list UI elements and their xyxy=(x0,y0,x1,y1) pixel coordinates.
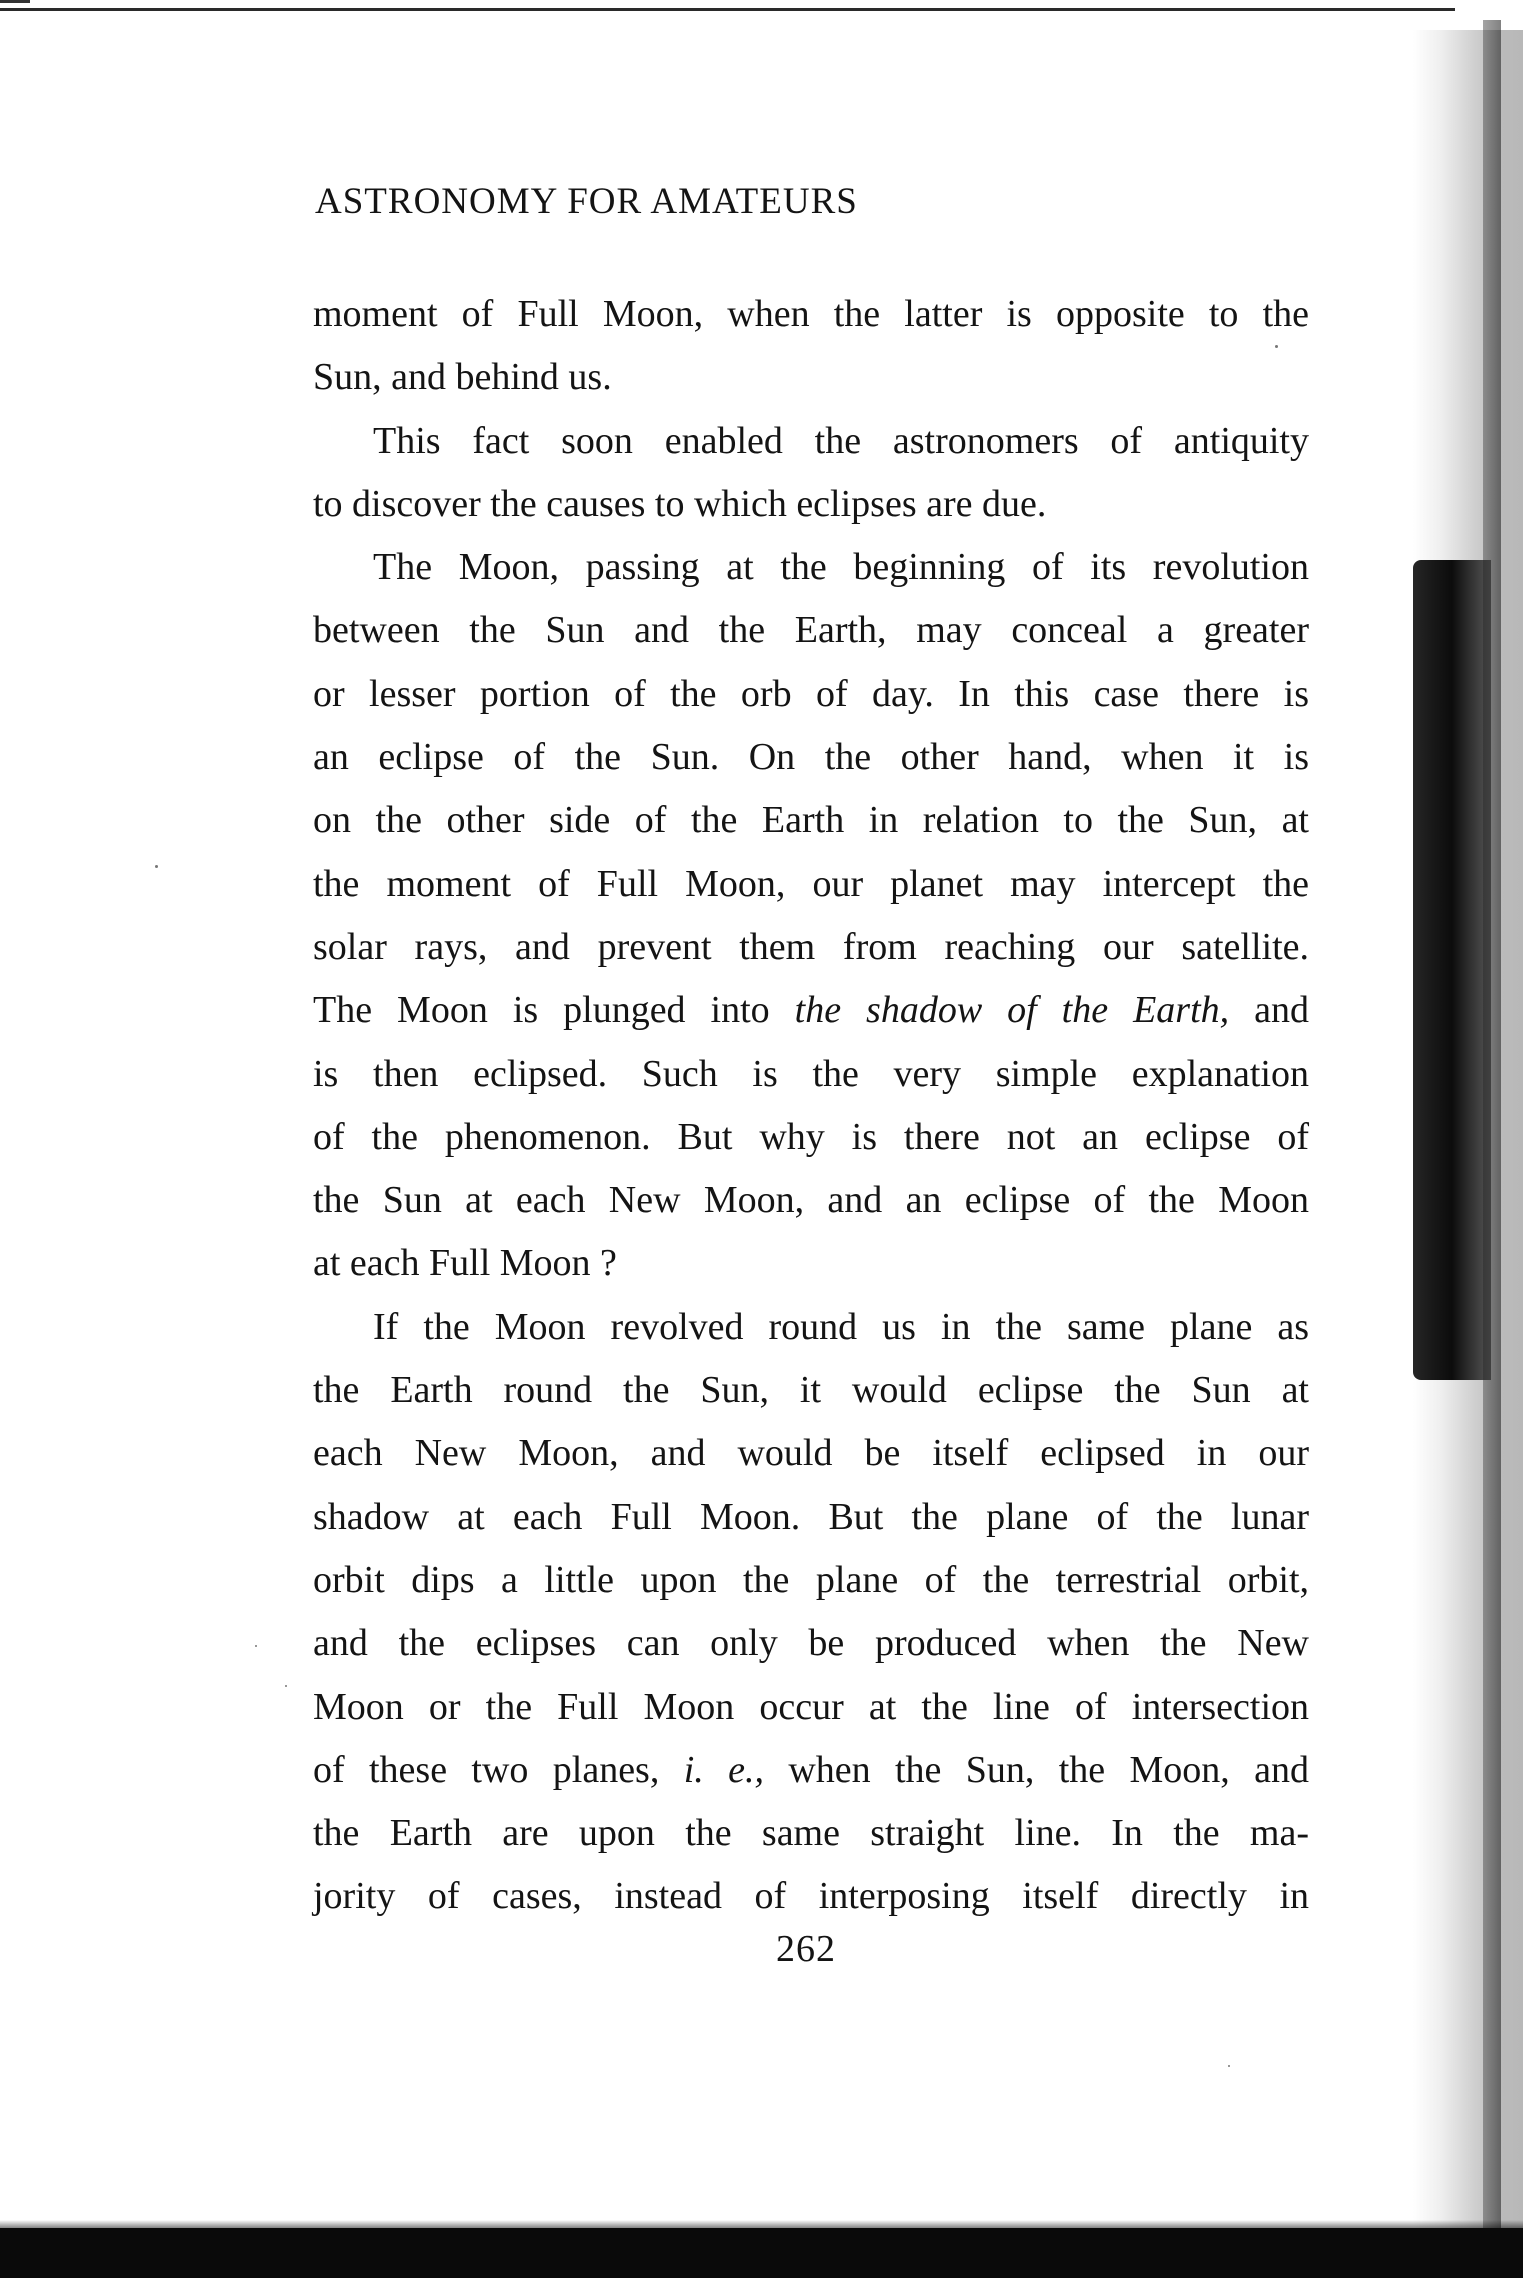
text-line: or lesser portion of the orb of day. In this case there is xyxy=(313,672,1309,715)
text-line: orbit dips a little upon the plane of the terrestrial orbit, xyxy=(313,1558,1309,1601)
text-line: and the eclipses can only be produced when the New xyxy=(313,1622,1309,1665)
text-line: jority of cases, instead of interposing itself directly in xyxy=(313,1875,1309,1918)
italic-segment: i. e., xyxy=(683,1748,764,1791)
scan-speck xyxy=(155,865,158,868)
text-line: Sun, and behind us. xyxy=(313,356,612,399)
text-segment: The Moon is plunged into xyxy=(313,989,795,1032)
binding-dark-band xyxy=(1413,560,1491,1380)
text-line: at each Full Moon ? xyxy=(313,1242,617,1285)
text-line: the Earth are upon the same straight line. In the ma- xyxy=(313,1812,1309,1855)
text-line: an eclipse of the Sun. On the other hand, when it is xyxy=(313,736,1309,779)
text-line: the moment of Full Moon, our planet may intercept the xyxy=(313,862,1309,905)
scan-speck xyxy=(285,1685,287,1687)
text-line: This fact soon enabled the astronomers of antiquity xyxy=(373,419,1309,462)
text-segment: and xyxy=(1229,989,1309,1032)
text-line xyxy=(313,979,1309,1042)
text-line: shadow at each Full Moon. But the plane of the lunar xyxy=(313,1495,1309,1538)
text-line: Moon or the Full Moon occur at the line of intersection xyxy=(313,1685,1309,1728)
text-line: solar rays, and prevent them from reaching our satellite. xyxy=(313,925,1309,968)
scan-speck xyxy=(255,1645,257,1647)
text-line: The Moon, passing at the beginning of its revolution xyxy=(373,546,1309,589)
bottom-scan-edge xyxy=(0,2228,1523,2278)
text-line: the Sun at each New Moon, and an eclipse of the Moon xyxy=(313,1179,1309,1222)
text-line: the Earth round the Sun, it would eclipse the Sun at xyxy=(313,1369,1309,1412)
top-rule xyxy=(0,8,1455,11)
scan-speck xyxy=(1228,2065,1230,2067)
text-line xyxy=(313,1739,1309,1802)
text-line: on the other side of the Earth in relation to the Sun, at xyxy=(313,799,1309,842)
text-line: moment of Full Moon, when the latter is opposite to the xyxy=(313,293,1309,335)
page-number: 262 xyxy=(776,1928,836,1970)
top-left-mark xyxy=(0,0,30,3)
text-line: of the phenomenon. But why is there not an eclipse of xyxy=(313,1115,1309,1158)
scan-speck xyxy=(1275,345,1278,348)
text-line: is then eclipsed. Such is the very simple explanation xyxy=(313,1052,1309,1095)
italic-segment: the shadow of the Earth, xyxy=(794,989,1230,1032)
text-line: to discover the causes to which eclipses are due. xyxy=(313,482,1047,525)
text-line: If the Moon revolved round us in the same plane as xyxy=(373,1305,1309,1348)
text-segment: when the Sun, the Moon, and xyxy=(763,1748,1309,1791)
running-head: ASTRONOMY FOR AMATEURS xyxy=(315,181,858,222)
text-line: each New Moon, and would be itself eclipsed in our xyxy=(313,1432,1309,1475)
text-line: between the Sun and the Earth, may conceal a greater xyxy=(313,609,1309,652)
text-segment: of these two planes, xyxy=(313,1748,684,1791)
page-body xyxy=(313,283,1309,1929)
